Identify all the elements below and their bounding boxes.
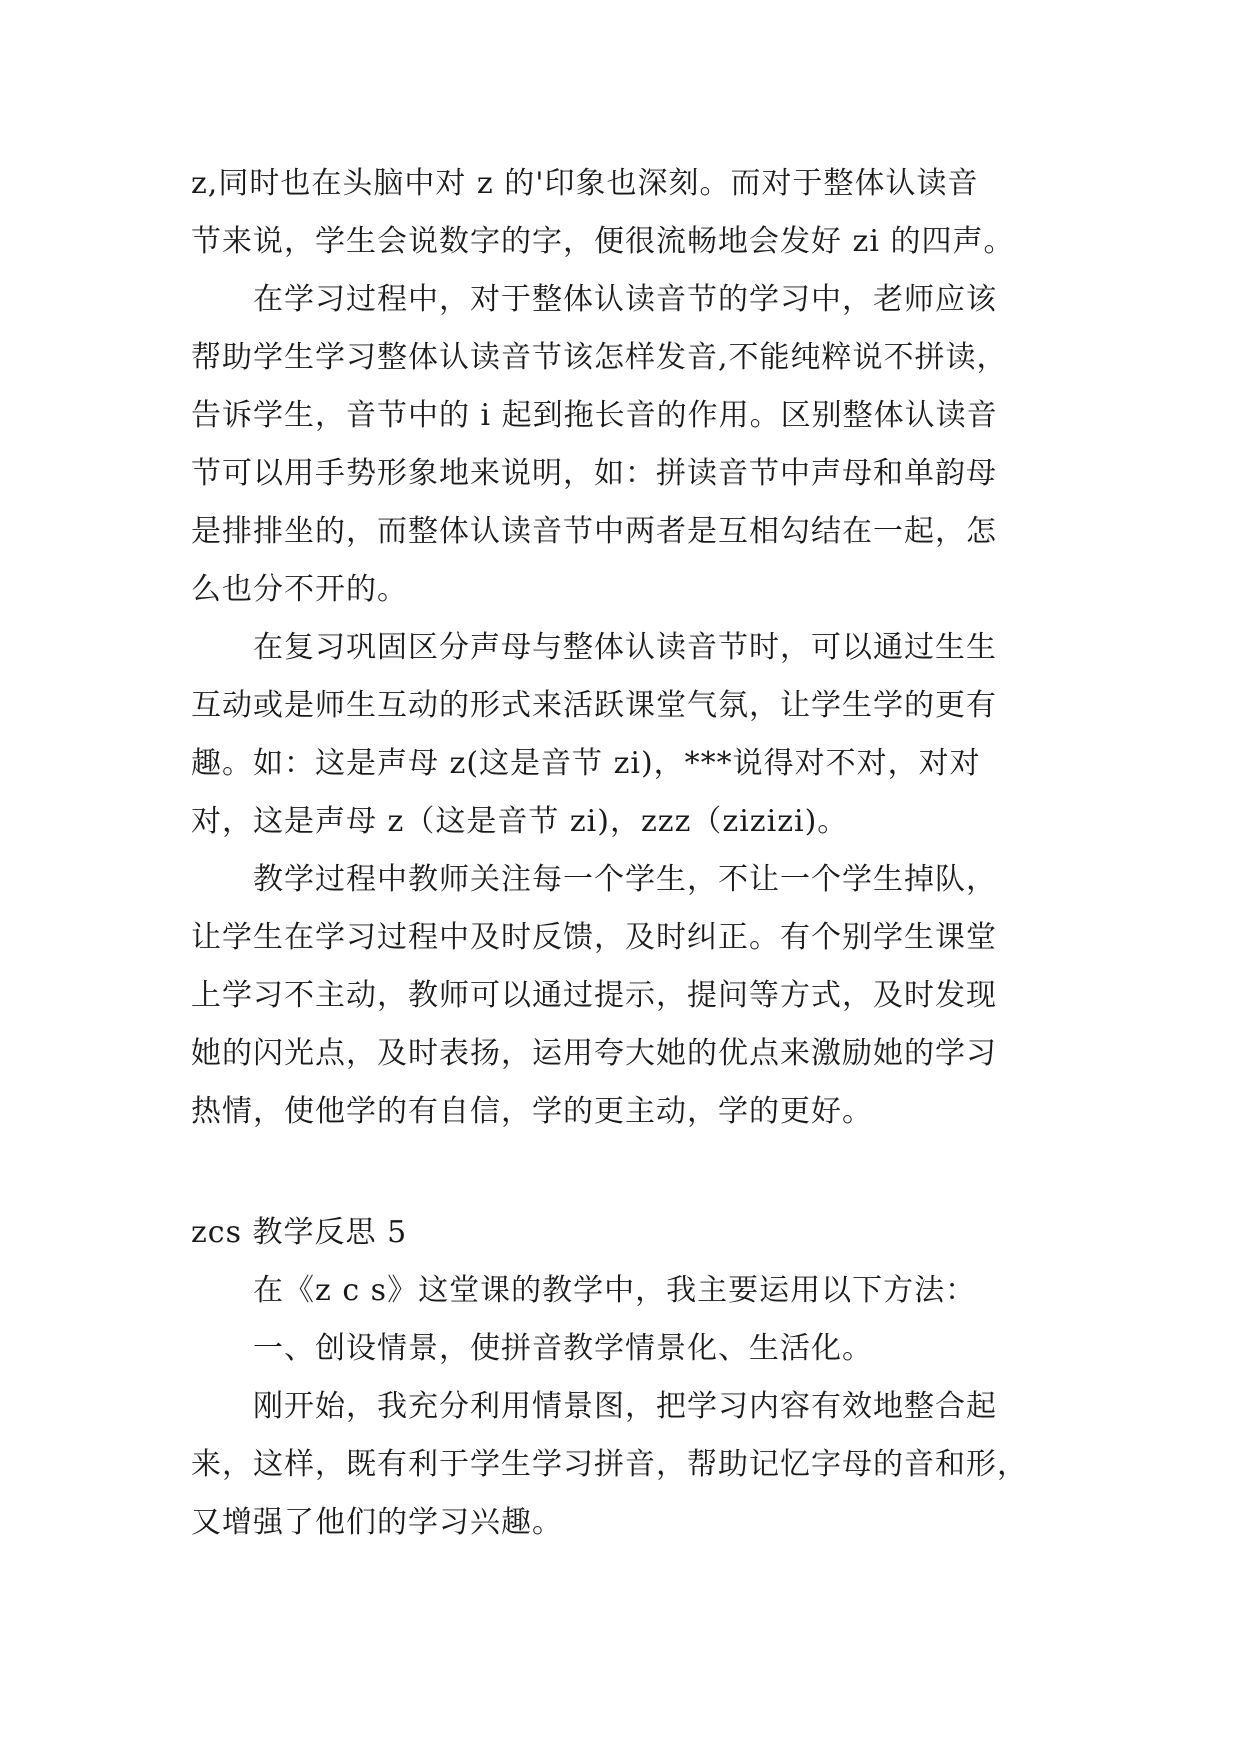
paragraph-line: 在复习巩固区分声母与整体认读音节时，可以通过生生: [253, 630, 997, 665]
paragraph-line: 是排排坐的，而整体认读音节中两者是互相勾结在一起，怎: [191, 514, 997, 549]
paragraph-line: 热情，使他学的有自信，学的更主动，学的更好。: [191, 1094, 873, 1129]
paragraph-line: 来，这样，既有利于学生学习拼音，帮助记忆字母的音和形，: [191, 1447, 1028, 1482]
paragraph-line: 在《z c s》这堂课的教学中，我主要运用以下方法：: [253, 1273, 977, 1308]
paragraph-line: 对，这是声母 z（这是音节 zi)，zzz（zizizi)。: [191, 804, 849, 839]
paragraph-line: 一、创设情景，使拼音教学情景化、生活化。: [253, 1331, 873, 1366]
paragraph-line: 她的闪光点，及时表扬，运用夸大她的优点来激励她的学习: [191, 1036, 997, 1071]
paragraph-line: 帮助学生学习整体认读音节该怎样发音,不能纯粹说不拼读，: [191, 340, 1008, 375]
paragraph-line: 让学生在学习过程中及时反馈，及时纠正。有个别学生课堂: [191, 920, 997, 955]
paragraph-line: 刚开始，我充分利用情景图，把学习内容有效地整合起: [253, 1389, 997, 1424]
paragraph-line: 教学过程中教师关注每一个学生，不让一个学生掉队，: [253, 862, 997, 897]
paragraph-line: 么也分不开的。: [191, 572, 408, 607]
paragraph-line: 互动或是师生互动的形式来活跃课堂气氛，让学生学的更有: [191, 688, 997, 723]
paragraph-line: 节可以用手势形象地来说明，如：拼读音节中声母和单韵母: [191, 456, 997, 491]
paragraph-line: 节来说，学生会说数字的字，便很流畅地会发好 zi 的四声。: [191, 224, 1015, 259]
paragraph-line: 在学习过程中，对于整体认读音节的学习中，老师应该: [253, 282, 997, 317]
paragraph-line: z,同时也在头脑中对 z 的'印象也深刻。而对于整体认读音: [191, 166, 979, 201]
paragraph-line: 上学习不主动，教师可以通过提示，提问等方式，及时发现: [191, 978, 997, 1013]
paragraph-line: 趣。如：这是声母 z(这是音节 zi)，***说得对不对，对对: [191, 746, 981, 781]
section-heading: zcs 教学反思 5: [191, 1215, 408, 1250]
paragraph-line: 告诉学生，音节中的 i 起到拖长音的作用。区别整体认读音: [191, 398, 998, 433]
paragraph-line: 又增强了他们的学习兴趣。: [191, 1505, 563, 1540]
